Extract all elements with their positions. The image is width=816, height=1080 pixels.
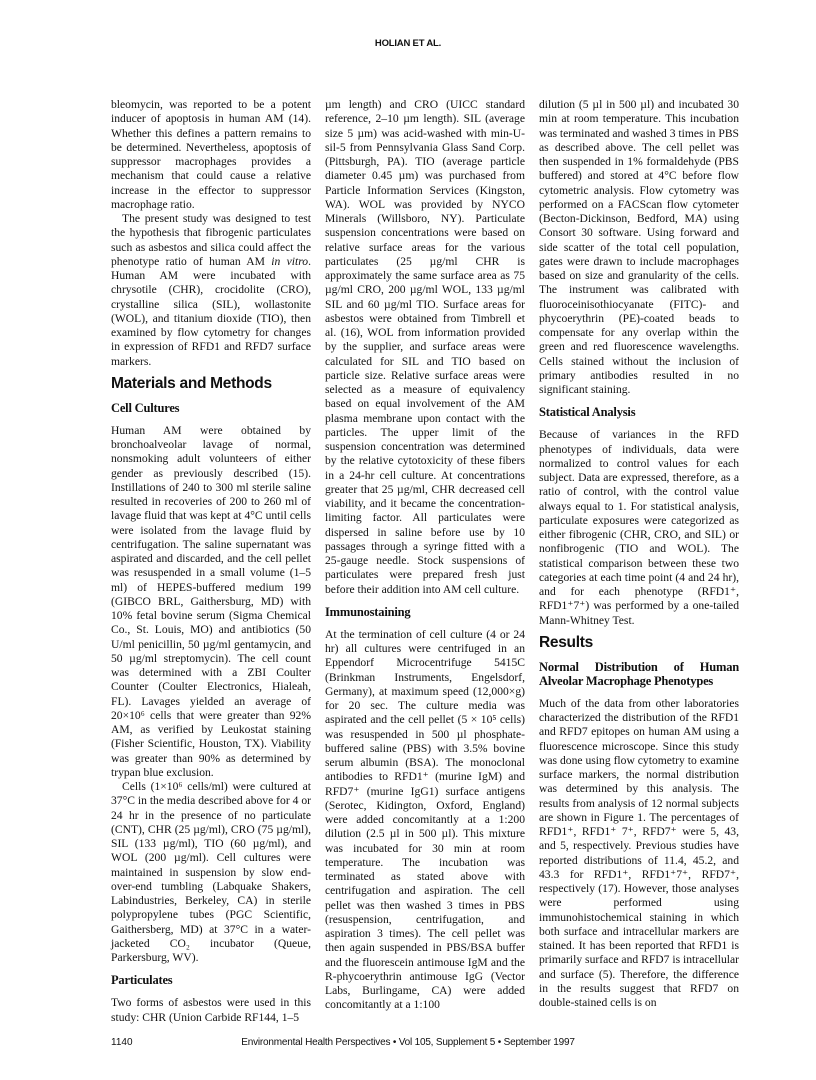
text: . Human AM were incubated with chrysotile (CHR), crocidolite (CRO), crystalline silica (SIL), wollastonite (WOL), and titanium dioxide (TIO), then examined by flow cytometry for changes in expression of RFD1 and RFD7 surface markers. xyxy=(111,254,311,368)
text: The present study was designed to test the hypothesis that fibrogenic particulates such as asbestos and silica could affect the phenotype ratio of human AM xyxy=(111,212,311,268)
section-heading-results: Results xyxy=(539,633,593,651)
section-heading-methods: Materials and Methods xyxy=(111,374,272,392)
paragraph: Because of variances in the RFD phenotypes of individuals, data were normalized to control values for each subject. Data are expressed, therefore, as a ratio of control, with the control value always equal to 1. For statistical analysis, particulate exposures were categorized as either fibrogenic (CHR, CRO, and SIL) or nonfibrogenic (TIO and WOL). The statistical comparison between these two categories at each time point (4 and 24 hr), and for each phenotype (RFD1⁺, RFD1⁺7⁺) was performed by a one-tailed Mann-Whitney Test. xyxy=(539,428,739,627)
italic-text: in vitro xyxy=(271,254,309,268)
paragraph: Human AM were obtained by bronchoalveolar lavage of normal, nonsmoking adult volunteers of either gender as previously described (15). Instillations of 240 to 300 ml sterile saline resulted in recoveries of 200 to 260 ml of lavage fluid that was kept at 4°C until cells were isolated from the lavage fluid by centrifugation. The saline supernatant was aspirated and discarded, and the cell pellet was resuspended in a small volume (1–5 ml) of HEPES-buffered medium 199 (GIBCO BRL, Gaithersburg, MD) with 10% fetal bovine serum (Sigma Chemical Co., St. Louis, MO) and antibiotics (50 U/ml penicillin, 50 µg/ml gentamycin, and 50 µg/ml streptomycin). The cell count was determined with a ZBI Coulter Counter (Coulter Electronics, Hialeah, FL). Lavages yielded an average of 20×10⁶ cells that were greater than 92% AM, as verified by Leukostat staining (Fisher Scientific, Houston, TX). Viability was greater than 90% as determined by trypan blue exclusion. xyxy=(111,423,311,779)
subsection-heading-normal-distribution: Normal Distribution of Human Alveolar Macrophage Phenotypes xyxy=(539,659,739,688)
paragraph: Cells (1×10⁶ cells/ml) were cultured at 37°C in the media described above for 4 or 24 hr in the presence of no particulate (CNT), CHR (25 µg/ml), CRO (75 µg/ml), SIL (133 µg/ml), TIO (60 µg/ml), and WOL (200 µg/ml). Cell cultures were maintained in suspension by slow end-over-end tumbling (Labquake Shakers, Labindustries, Berkeley, CA) in sterile polypropylene tubes (PGC Scientific, Gaithersberg, MD) at 37°C in a water-jacketed CO₂ incubator (Queue, Parkersburg, WV). xyxy=(111,780,311,964)
page-number: 1140 xyxy=(111,1037,133,1048)
subsection-heading-immunostaining: Immunostaining xyxy=(325,604,411,619)
paragraph: µm length) and CRO (UICC standard reference, 2–10 µm length). SIL (average size 5 µm) was acid-washed with min-U-sil-5 from Pennsylvania Glass Sand Corp. (Pittsburgh, PA). TIO (average particle diameter 0.45 µm) was purchased from Particle Information Services (Kingston, WA). WOL was provided by NYCO Minerals (Willsboro, NY). Particulate suspension concentrations were based on relative surface areas for the various particulates (25 µg/ml CHR is approximately the same surface area as 75 µg/ml CRO, 200 µg/ml WOL, 133 µg/ml SIL and 60 µg/ml TIO. Surface areas for asbestos were obtained from Timbrell et al. (16), WOL from information provided by the supplier, and surface areas were calculated for SIL and TIO based on particle size. Relative surface areas were selected as a measure of equivalency based on equal involvement of the AM plasma membrane upon contact with the particles. The upper limit of the suspension concentration was determined by the relative cytotoxicity of these fibers in a 24-hr cell culture. At concentrations greater that 25 µg/ml, CHR decreased cell viability, and it became the concentration-limiting factor. All particulates were dispersed in saline before use by 10 passages through a syringe fitted with a 25-gauge needle. Stock suspensions of particulates were prepared fresh just before their addition into AM cell culture. xyxy=(325,98,525,596)
paragraph: At the termination of cell culture (4 or 24 hr) all cultures were centrifuged in an Eppendorf Microcentrifuge 5415C (Brinkman Instruments, Engelsdorf, Germany), at maximum speed (12,000×g) for 20 sec. The culture media was aspirated and the cell pellet (5 × 10⁵ cells) was resuspended in 500 µl phosphate-buffered saline (PBS) with 3.5% bovine serum albumin (BSA). The monoclonal antibodies to RFD1⁺ (murine IgM) and RFD7⁺ (murine IgG1) surface antigens (Serotec, Kidington, Oxford, England) were added concomitantly at a 1:200 dilution (2.5 µl in 500 µl). This mixture was incubated for 30 min at room temperature. The incubation was terminated as stated above with centrifugation and aspiration. The cell pellet was then washed 3 times in PBS (resuspension, centrifugation, and aspiration 3 times). The cell pellet was then again suspended in PBS/BSA buffer and the fluorescein antimouse IgM and the R-phycoerythrin antimouse IgG (Vector Labs, Burlingame, CA) were added concomitantly at a 1:100 xyxy=(325,627,525,1012)
column-3 xyxy=(539,98,739,1010)
journal-footer: Environmental Health Perspectives • Vol 105, Supplement 5 • September 1997 xyxy=(241,1037,575,1048)
subsection-heading-particulates: Particulates xyxy=(111,973,173,988)
paragraph: dilution (5 µl in 500 µl) and incubated 30 min at room temperature. This incubation was terminated and washed 3 times in PBS as described above. The cell pellet was then suspended in 1% formaldehyde (PBS buffered) and stored at 4°C before flow cytometric analysis. Flow cytometry was performed on a FACScan flow cytometer (Becton-Dickinson, Bedford, MA) using Consort 30 software. Using forward and side scatter of the total cell population, gates were drawn to include macrophages based on size and granularity of the cells. The instrument was calibrated with fluoroceinisothiocyanate (FITC)- and phycoerythrin (PE)-coated beads to compensate for any overlap within the green and red fluorescence wavelengths. Cells stained without the inclusion of primary antibodies resulted in no significant staining. xyxy=(539,98,739,396)
paragraph: bleomycin, was reported to be a potent inducer of apoptosis in human AM (14). Whether this defines a pattern remains to be determined. Nevertheless, apoptosis of suppressor macrophages provides a mechanism that could cause a relative increase in the effector to suppressor macrophage ratio. xyxy=(111,98,311,211)
running-head: HOLIAN ET AL. xyxy=(374,38,442,49)
subsection-heading-cell-cultures: Cell Cultures xyxy=(111,400,180,415)
paragraph-hypothesis xyxy=(111,212,311,369)
paragraph: Much of the data from other laboratories characterized the distribution of the RFD1 and RFD7 epitopes on human AM using a fluorescence microscope. Since this study was done using flow cytometry to examine surface markers, the normal distribution was determined by this analysis. The results from analysis of 12 normal subjects are shown in Figure 1. The percentages of RFD1⁺, RFD1⁺ 7⁺, RFD7⁺ were 5, 43, and 5, respectively. Previous studies have reported distributions of 11.4, 45.2, and 43.3 for RFD1⁺, RFD1⁺7⁺, RFD7⁺, respectively (17). However, those analyses were performed using immunohistochemical staining in which both surface and intracellular markers are stained. It has been reported that RFD1 is primarily surface and RFD7 is intracellular and surface (5). Therefore, the difference in the results suggest that RFD7 on double-stained cells is on xyxy=(539,696,739,1009)
subsection-heading-statistical: Statistical Analysis xyxy=(539,405,636,420)
column-2 xyxy=(325,98,525,1013)
column-1 xyxy=(111,98,311,1025)
paragraph: Two forms of asbestos were used in this study: CHR (Union Carbide RF144, 1–5 xyxy=(111,996,311,1024)
